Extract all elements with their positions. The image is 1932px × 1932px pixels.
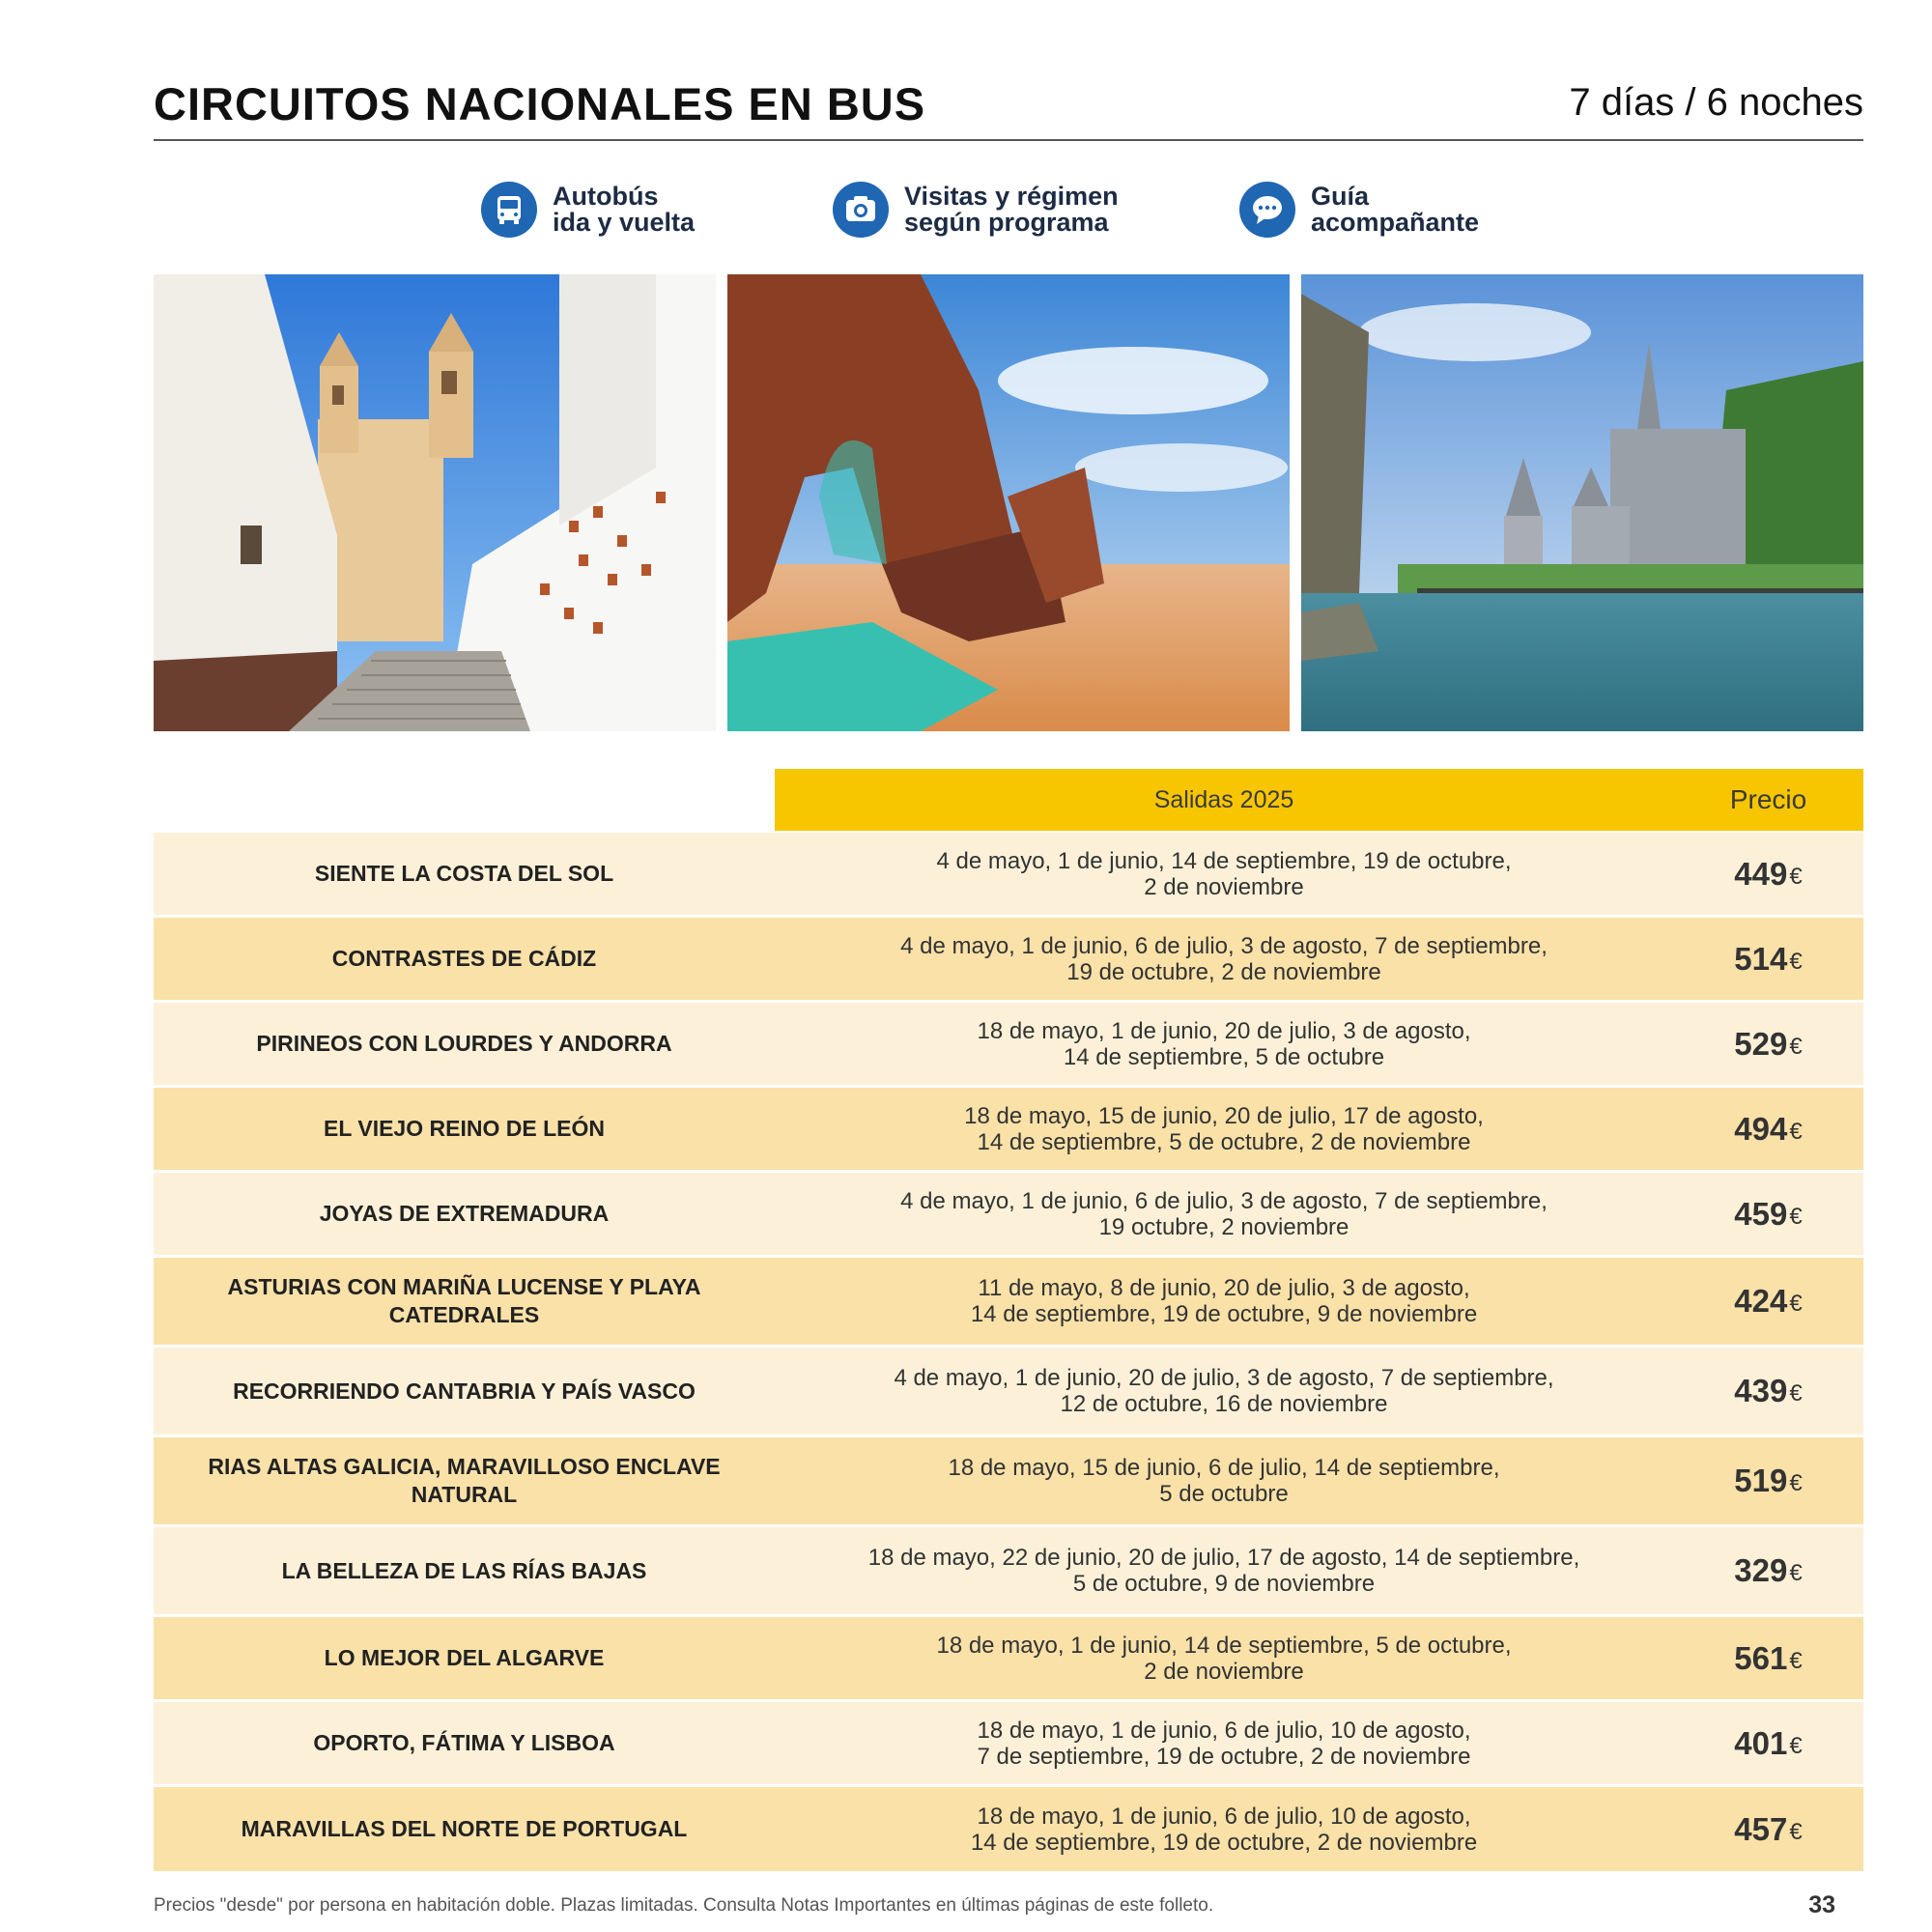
dates-line2: 19 de octubre, 2 de noviembre bbox=[1066, 958, 1381, 985]
feature-label bbox=[553, 184, 695, 236]
dates-line2: 2 de noviembre bbox=[1144, 873, 1304, 900]
dates-line1: 4 de mayo, 1 de junio, 14 de septiembre, 19 de octubre, bbox=[936, 847, 1512, 874]
price-value: 514 bbox=[1734, 940, 1788, 977]
price-currency: € bbox=[1789, 1470, 1803, 1496]
feature-line1: Visitas y régimen bbox=[904, 182, 1119, 211]
price-currency: € bbox=[1789, 1647, 1803, 1674]
table-row bbox=[154, 1702, 1863, 1787]
tour-name: LO MEJOR DEL ALGARVE bbox=[324, 1645, 605, 1670]
photo-lourdes bbox=[1301, 274, 1863, 731]
dates-line1: 4 de mayo, 1 de junio, 6 de julio, 3 de agosto, 7 de septiembre, bbox=[900, 1187, 1548, 1214]
price-currency: € bbox=[1789, 948, 1803, 975]
dates-line1: 4 de mayo, 1 de junio, 20 de julio, 3 de agosto, 7 de septiembre, bbox=[894, 1365, 1554, 1391]
price-value: 561 bbox=[1734, 1639, 1788, 1676]
tour-dates bbox=[775, 1003, 1673, 1085]
tour-dates bbox=[775, 1348, 1673, 1435]
table-row bbox=[154, 1003, 1863, 1088]
price-value: 494 bbox=[1734, 1110, 1788, 1147]
price-currency: € bbox=[1789, 1818, 1803, 1845]
tour-name: JOYAS DE EXTREMADURA bbox=[319, 1201, 610, 1226]
tour-price bbox=[1673, 1088, 1863, 1170]
price-currency: € bbox=[1789, 1380, 1803, 1406]
tour-dates bbox=[775, 1437, 1673, 1524]
table-row bbox=[154, 1437, 1863, 1527]
price-currency: € bbox=[1789, 1203, 1803, 1230]
tour-dates bbox=[775, 1617, 1673, 1699]
price-currency: € bbox=[1789, 1291, 1803, 1317]
table-header bbox=[775, 769, 1863, 831]
price-value: 401 bbox=[1734, 1724, 1788, 1761]
trip-duration: 7 días / 6 noches bbox=[1569, 81, 1863, 124]
tour-dates bbox=[775, 1173, 1673, 1255]
dates-line2: 19 octubre, 2 noviembre bbox=[1098, 1213, 1350, 1240]
dates-line2: 14 de septiembre, 5 de octubre, 2 de noviembre bbox=[977, 1128, 1471, 1155]
tour-name: EL VIEJO REINO DE LEÓN bbox=[324, 1116, 605, 1141]
camera-icon bbox=[833, 182, 889, 238]
photo-strip bbox=[154, 274, 1863, 731]
tour-price bbox=[1673, 1003, 1863, 1085]
page-number: 33 bbox=[1808, 1891, 1835, 1918]
tour-name: OPORTO, FÁTIMA Y LISBOA bbox=[313, 1730, 615, 1755]
table-row bbox=[154, 1088, 1863, 1173]
col-precio-header: Precio bbox=[1729, 784, 1807, 814]
col-salidas-header: Salidas 2025 bbox=[1153, 786, 1294, 813]
dates-line2: 5 de octubre, 9 de noviembre bbox=[1072, 1571, 1376, 1597]
tour-price bbox=[1673, 1173, 1863, 1255]
features-bar bbox=[0, 180, 1932, 247]
tour-table bbox=[154, 833, 1863, 1874]
dates-line2: 12 de octubre, 16 de noviembre bbox=[1060, 1391, 1388, 1417]
feature-line2: acompañante bbox=[1311, 208, 1480, 237]
tour-price bbox=[1673, 833, 1863, 915]
dates-line1: 4 de mayo, 1 de junio, 6 de julio, 3 de agosto, 7 de septiembre, bbox=[900, 932, 1548, 959]
dates-line2: 5 de octubre bbox=[1159, 1481, 1289, 1507]
tour-name: MARAVILLAS DEL NORTE DE PORTUGAL bbox=[241, 1816, 688, 1841]
table-row bbox=[154, 918, 1863, 1003]
tour-price bbox=[1673, 1348, 1863, 1435]
table-row bbox=[154, 1258, 1863, 1348]
feature-line2: según programa bbox=[904, 208, 1109, 237]
tour-name: SIENTE LA COSTA DEL SOL bbox=[314, 861, 614, 886]
dates-line2: 14 de septiembre, 5 de octubre bbox=[1063, 1043, 1385, 1070]
dates-line1: 18 de mayo, 1 de junio, 14 de septiembre, 5 de octubre, bbox=[936, 1632, 1512, 1659]
tour-name: RIAS ALTAS GALICIA, MARAVILLOSO ENCLAVE NATURAL bbox=[208, 1454, 721, 1507]
page-title: CIRCUITOS NACIONALES EN BUS bbox=[154, 78, 926, 129]
table-row bbox=[154, 1787, 1863, 1874]
tour-name: RECORRIENDO CANTABRIA Y PAÍS VASCO bbox=[233, 1378, 696, 1404]
table-row bbox=[154, 833, 1863, 918]
feature-line1: Guía bbox=[1311, 182, 1370, 211]
tour-dates bbox=[775, 1527, 1673, 1614]
dates-line1: 11 de mayo, 8 de junio, 20 de julio, 3 de agosto, bbox=[978, 1275, 1470, 1301]
feature-label bbox=[1311, 184, 1479, 236]
feature-line1: Autobús bbox=[553, 182, 659, 211]
page-header bbox=[154, 73, 1863, 141]
tour-dates bbox=[775, 1702, 1673, 1784]
price-value: 457 bbox=[1734, 1810, 1788, 1847]
tour-price bbox=[1673, 1258, 1863, 1345]
tour-name: LA BELLEZA DE LAS RÍAS BAJAS bbox=[281, 1557, 647, 1583]
tour-price bbox=[1673, 1617, 1863, 1699]
price-value: 529 bbox=[1734, 1025, 1788, 1062]
dates-line2: 7 de septiembre, 19 de octubre, 2 de noviembre bbox=[977, 1743, 1471, 1770]
tour-price bbox=[1673, 918, 1863, 1000]
tour-name: PIRINEOS CON LOURDES Y ANDORRA bbox=[256, 1031, 672, 1056]
price-value: 459 bbox=[1734, 1195, 1788, 1232]
tour-price bbox=[1673, 1702, 1863, 1784]
price-value: 449 bbox=[1734, 855, 1788, 892]
price-currency: € bbox=[1789, 1560, 1803, 1586]
dates-line1: 18 de mayo, 22 de junio, 20 de julio, 17 de agosto, 14 de septiembre, bbox=[867, 1545, 1580, 1571]
table-row bbox=[154, 1348, 1863, 1437]
tour-dates bbox=[775, 918, 1673, 1000]
chat-icon bbox=[1239, 182, 1295, 238]
bus-icon bbox=[481, 182, 537, 238]
tour-dates bbox=[775, 1258, 1673, 1345]
footnote: Precios "desde" por persona en habitación doble. Plazas limitadas. Consulta Notas Importantes en últimas páginas de este folleto. bbox=[154, 1895, 1214, 1916]
photo-white-village bbox=[154, 274, 716, 731]
price-currency: € bbox=[1789, 1118, 1803, 1145]
price-currency: € bbox=[1789, 1732, 1803, 1759]
price-value: 424 bbox=[1734, 1283, 1788, 1319]
dates-line1: 18 de mayo, 1 de junio, 6 de julio, 10 de agosto, bbox=[977, 1717, 1471, 1744]
dates-line1: 18 de mayo, 1 de junio, 6 de julio, 10 de agosto, bbox=[977, 1803, 1471, 1830]
table-row bbox=[154, 1617, 1863, 1702]
photo-beach-arch bbox=[727, 274, 1290, 731]
dates-line1: 18 de mayo, 15 de junio, 20 de julio, 17 de agosto, bbox=[964, 1102, 1484, 1129]
dates-line2: 14 de septiembre, 19 de octubre, 2 de noviembre bbox=[970, 1829, 1478, 1856]
tour-name: CONTRASTES DE CÁDIZ bbox=[331, 946, 597, 971]
tour-price bbox=[1673, 1437, 1863, 1524]
tour-dates bbox=[775, 1787, 1673, 1871]
tour-price bbox=[1673, 1527, 1863, 1614]
price-currency: € bbox=[1789, 863, 1803, 890]
table-row bbox=[154, 1527, 1863, 1617]
dates-line2: 14 de septiembre, 19 de octubre, 9 de noviembre bbox=[970, 1301, 1478, 1327]
price-value: 519 bbox=[1734, 1463, 1788, 1498]
price-value: 329 bbox=[1734, 1552, 1788, 1588]
price-value: 439 bbox=[1734, 1373, 1788, 1408]
feature-line2: ida y vuelta bbox=[553, 208, 696, 237]
dates-line1: 18 de mayo, 1 de junio, 20 de julio, 3 de agosto, bbox=[977, 1017, 1471, 1044]
feature-label bbox=[904, 184, 1119, 236]
tour-dates bbox=[775, 1088, 1673, 1170]
dates-line1: 18 de mayo, 15 de junio, 6 de julio, 14 de septiembre, bbox=[948, 1455, 1500, 1481]
table-row bbox=[154, 1173, 1863, 1258]
price-currency: € bbox=[1789, 1033, 1803, 1060]
tour-name: ASTURIAS CON MARIÑA LUCENSE Y PLAYA CATEDRALES bbox=[227, 1274, 701, 1327]
tour-price bbox=[1673, 1787, 1863, 1871]
dates-line2: 2 de noviembre bbox=[1144, 1658, 1304, 1685]
tour-dates bbox=[775, 833, 1673, 915]
